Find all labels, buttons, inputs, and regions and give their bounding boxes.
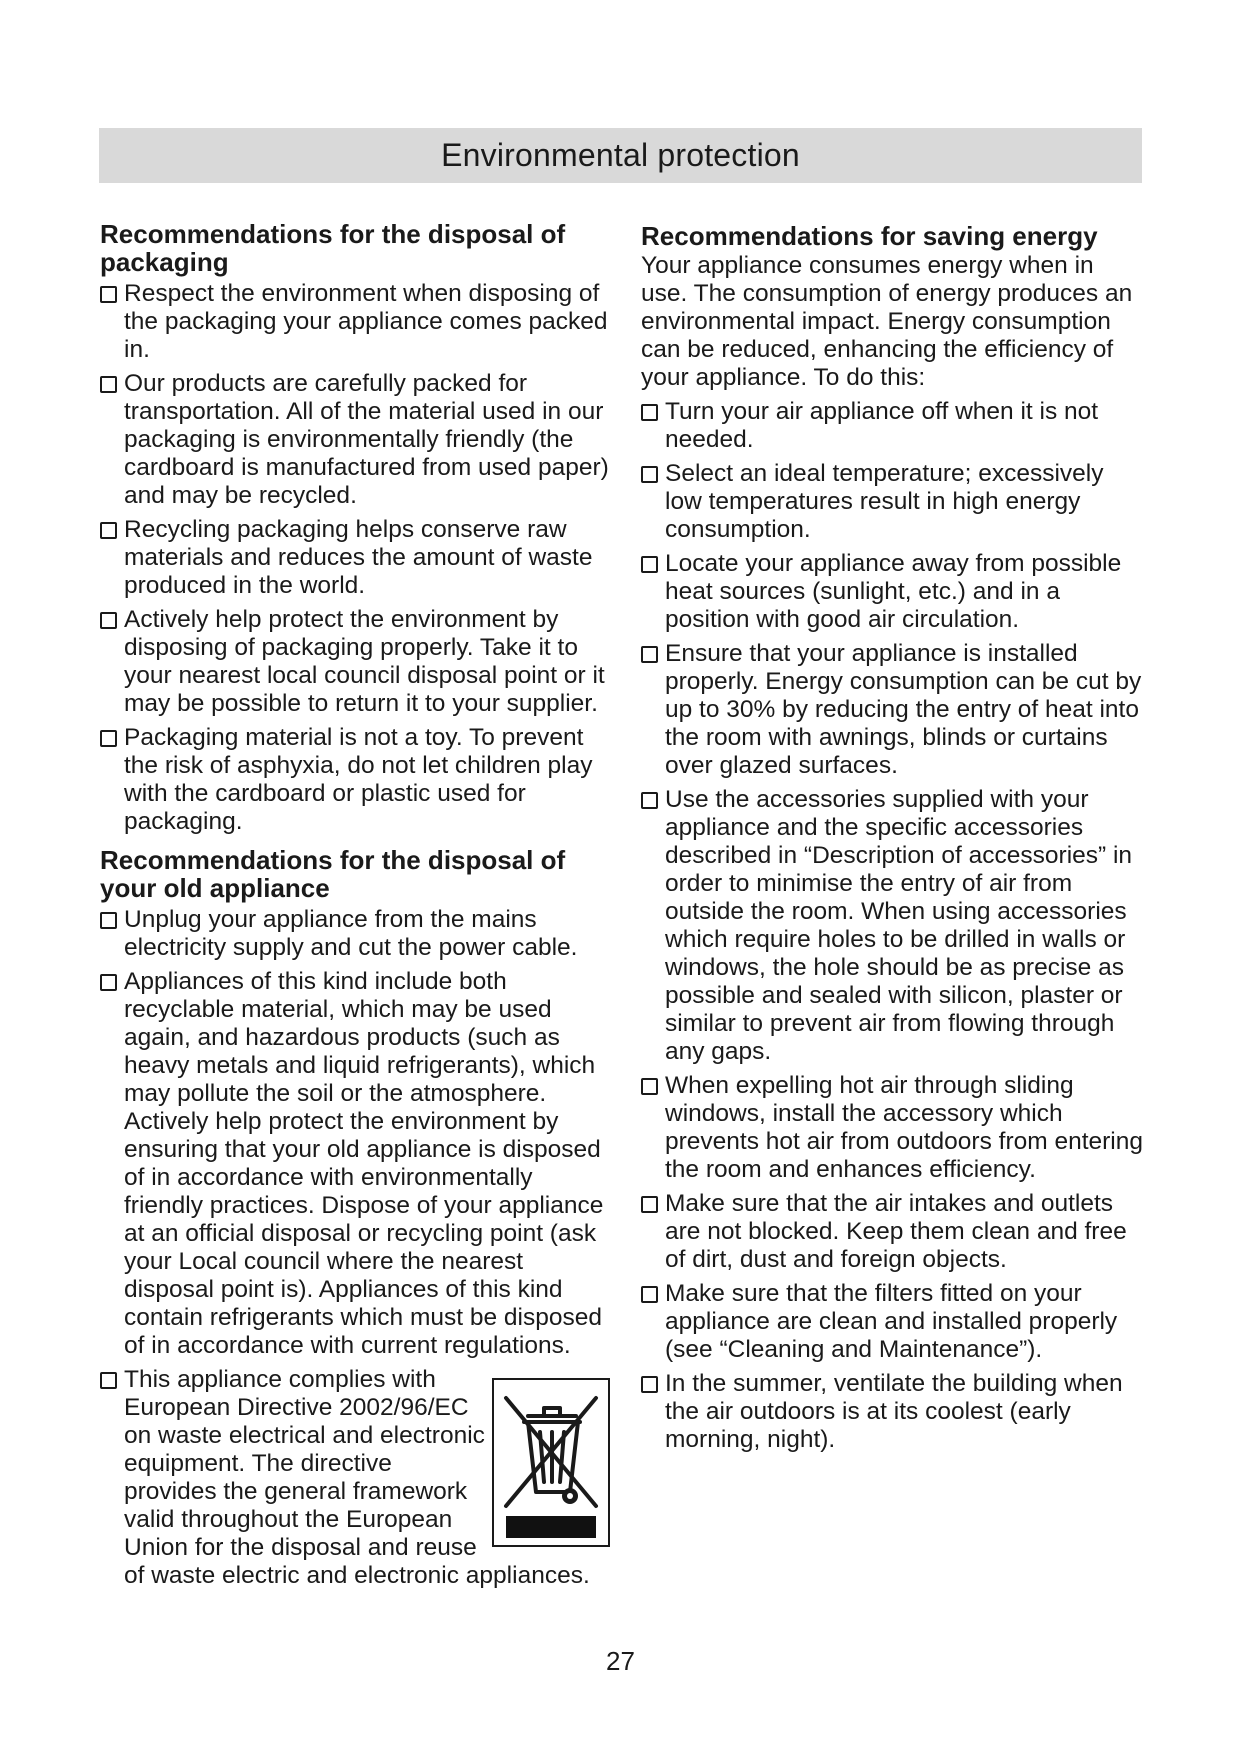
checkbox-bullet-icon [641, 466, 658, 483]
saving-energy-list [641, 398, 1146, 1454]
packaging-list [100, 280, 610, 836]
list-item: Make sure that the filters fitted on your appliance are clean and installed properly (see “Cleaning and Maintenance”). [641, 1280, 1146, 1364]
checkbox-bullet-icon [100, 612, 117, 629]
list-item: Actively help protect the environment by disposing of packaging properly. Take it to your nearest local council disposal point or it may be possible to return it to your supplier. [100, 606, 610, 718]
list-item: When expelling hot air through sliding windows, install the accessory which prevents hot air from outdoors from entering the room and enhances efficiency. [641, 1072, 1146, 1184]
list-item: Make sure that the air intakes and outlets are not blocked. Keep them clean and free of dirt, dust and foreign objects. [641, 1190, 1146, 1274]
list-item: Respect the environment when disposing of the packaging your appliance comes packed in. [100, 280, 610, 364]
section-heading-saving-energy: Recommendations for saving energy [641, 221, 1098, 251]
list-item: Appliances of this kind include both recyclable material, which may be used again, and hazardous products (such as heavy metals and liquid refrigerants), which may pollute the soil or the atmosphere. Actively help protect the environment by ensuring that your old appliance is disposed of in accordance with environmentally friendly practices. Dispose of your appliance at an official disposal or recycling point (ask your Local council where the nearest disposal point is). Appliances of this kind contain refrigerants which must be disposed of in accordance with current regulations. [100, 968, 610, 1360]
checkbox-bullet-icon [100, 286, 117, 303]
list-item: Locate your appliance away from possible heat sources (sunlight, etc.) and in a position with good air circulation. [641, 550, 1146, 634]
list-item: Turn your air appliance off when it is not needed. [641, 398, 1146, 454]
checkbox-bullet-icon [641, 1376, 658, 1393]
crossed-out-wheelie-bin-icon [492, 1378, 610, 1547]
list-item-weee [100, 1366, 610, 1590]
checkbox-bullet-icon [641, 556, 658, 573]
title-bar [99, 128, 1142, 183]
checkbox-bullet-icon [100, 1372, 117, 1389]
checkbox-bullet-icon [100, 522, 117, 539]
intro-paragraph: Your appliance consumes energy when in use. The consumption of energy produces an environmental impact. Energy consumption can be reduced, enhancing the efficiency of your appliance. To do this: [641, 252, 1133, 391]
right-column [641, 222, 1146, 1460]
list-item: Unplug your appliance from the mains electricity supply and cut the power cable. [100, 906, 610, 962]
list-item: In the summer, ventilate the building when the air outdoors is at its coolest (early morning, night). [641, 1370, 1146, 1454]
checkbox-bullet-icon [100, 974, 117, 991]
list-item: Select an ideal temperature; excessively low temperatures result in high energy consumption. [641, 460, 1146, 544]
checkbox-bullet-icon [641, 1078, 658, 1095]
page-number: 27 [606, 1646, 635, 1676]
list-item: Our products are carefully packed for transportation. All of the material used in our packaging is environmentally friendly (the cardboard is manufactured from used paper) and may be recycled. [100, 370, 610, 510]
left-column [100, 220, 610, 1596]
checkbox-bullet-icon [641, 1196, 658, 1213]
checkbox-bullet-icon [100, 912, 117, 929]
section-heading-old-appliance: Recommendations for the disposal of your old appliance [100, 845, 566, 903]
list-item: Packaging material is not a toy. To prevent the risk of asphyxia, do not let children play with the cardboard or plastic used for packaging. [100, 724, 610, 836]
list-item: Recycling packaging helps conserve raw materials and reduces the amount of waste produced in the world. [100, 516, 610, 600]
section-heading-packaging: Recommendations for the disposal of packaging [100, 219, 566, 277]
checkbox-bullet-icon [100, 730, 117, 747]
list-item: Use the accessories supplied with your appliance and the specific accessories described in “Description of accessories” in order to minimise the entry of air from outside the room. When using accessories which require holes to be drilled in walls or windows, the hole should be as precise as possible and sealed with silicon, plaster or similar to prevent air from flowing through any gaps. [641, 786, 1146, 1066]
checkbox-bullet-icon [100, 376, 117, 393]
checkbox-bullet-icon [641, 404, 658, 421]
list-item: Ensure that your appliance is installed properly. Energy consumption can be cut by up to 30% by reducing the entry of heat into the room with awnings, blinds or curtains over glazed surfaces. [641, 640, 1146, 780]
page-title: Environmental protection [441, 137, 800, 173]
weee-text: This appliance complies with European Directive 2002/96/EC on waste electrical and electronic equipment. The directive provides the general framework valid throughout the European Union for the disposal and reuse of waste electric and electronic appliances. [124, 1366, 590, 1589]
checkbox-bullet-icon [641, 1286, 658, 1303]
old-appliance-list [100, 906, 610, 1590]
checkbox-bullet-icon [641, 646, 658, 663]
checkbox-bullet-icon [641, 792, 658, 809]
